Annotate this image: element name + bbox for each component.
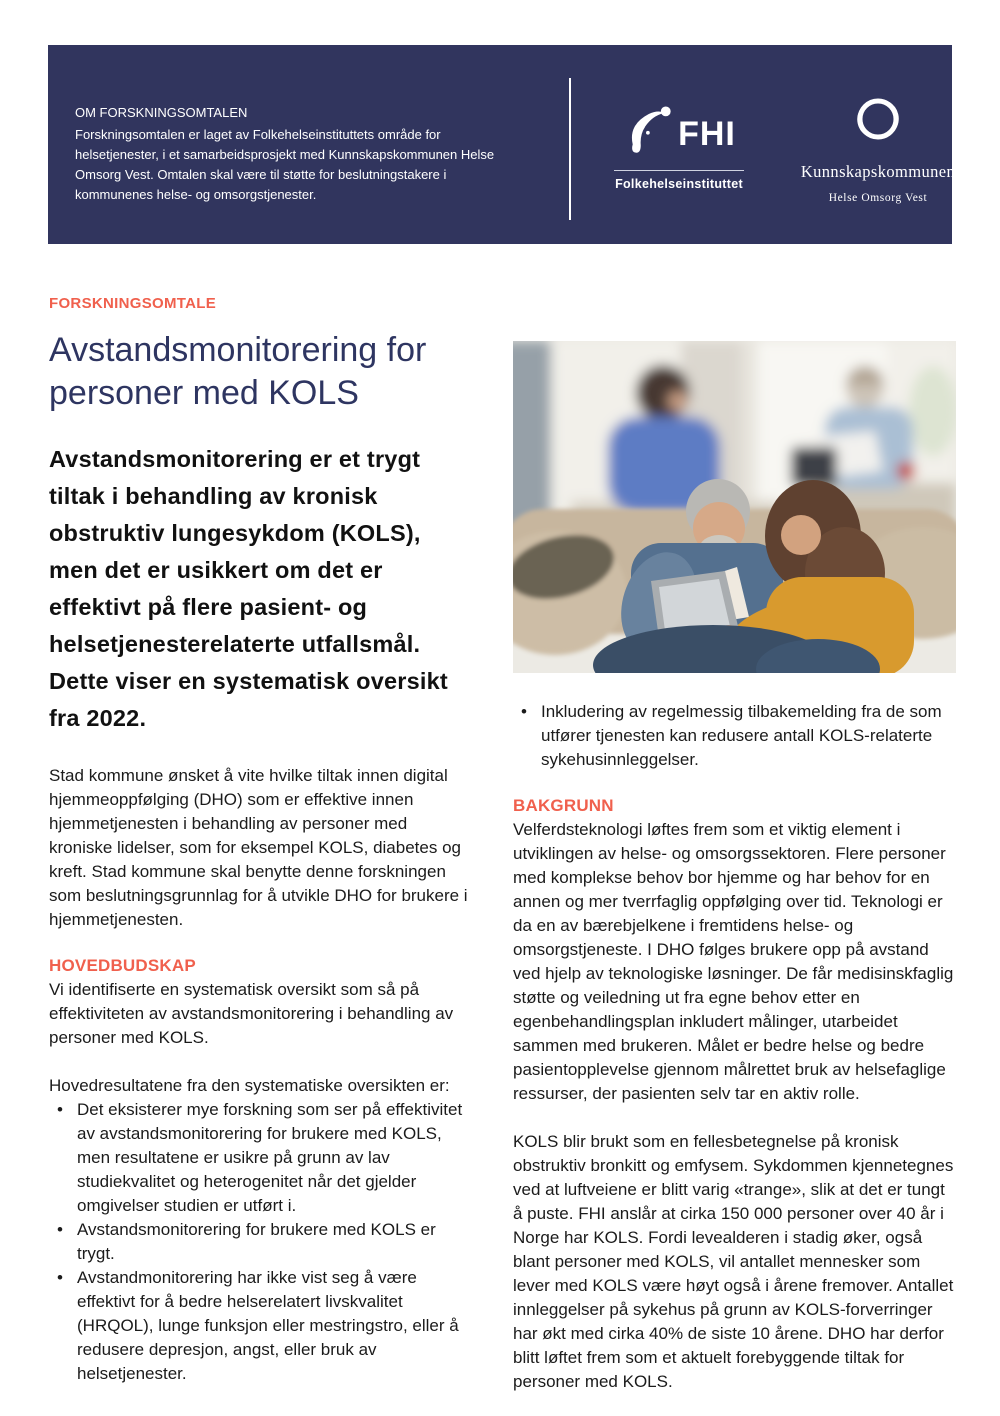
kicker-label: FORSKNINGSOMTALE	[49, 295, 217, 312]
kunnskapskommunen-logo	[778, 93, 978, 204]
list-item: • Det eksisterer mye forskning som ser på effektivitet av avstandsmonitorering for brukere med KOLS, men resultatene er usikre på grunn av lav studiekvalitet og heterogenitet når det gjelder omgivelser studien er utført i.	[49, 1098, 473, 1218]
list-item: • Avstandmonitorering har ikke vist seg å være effektivt for å bedre helserelatert livskvalitet (HRQOL), lunge funksjon eller mestringstro, eller å redusere depresjon, angst, eller bruk av helsetjenester.	[49, 1266, 473, 1386]
left-column	[49, 295, 473, 1386]
kk-logo-subtitle: Helse Omsorg Vest	[828, 192, 928, 204]
bakgrunn-paragraph-1: Velferdsteknologi løftes frem som et viktig element i utviklingen av helse- og omsorgssektoren. Flere personer med komplekse behov bor hjemme og har behov for en annen og mer tverrfaglig oppfølging over tid. Teknologi er da en av bærebjelkene i fremtidens helse- og omsorgstjeneste. I DHO følges brukere opp på avstand ved hjelp av teknologiske løsninger. De får medisinskfaglig støtte og veiledning ut fra egne behov etter en egenbehandlingsplan inkludert målinger, utarbeidet sammen med brukeren. Målet er bedre helse og bedre pasientopplevelse gjennom målrettet bruk av helsefaglige ressurser, der pasienten selv tar en aktiv rolle.	[513, 820, 954, 1103]
header-band	[48, 45, 956, 244]
hovedbudskap-intro: Vi identifiserte en systematisk oversikt som så på effektiviteten av avstandsmonitorering i behandling av personer med KOLS.	[49, 980, 454, 1047]
fhi-logo	[614, 105, 744, 191]
fhi-swoosh-icon	[622, 105, 672, 162]
bakgrunn-heading: BAKGRUNN	[513, 796, 614, 815]
hovedbudskap-heading: HOVEDBUDSKAP	[49, 956, 196, 975]
about-body: Forskningsomtalen er laget av Folkehelseinstituttets område for helsetjenester, i et samarbeidsprosjekt med Kunnskapskommunen Helse Omsorg Vest. Omtalen skal være til støtte for beslutningstakere i kommunenes helse- og omsorgstjenester.	[75, 127, 495, 202]
fhi-logo-rule	[614, 170, 744, 171]
results-intro: Hovedresultatene fra den systematiske oversikten er:	[49, 1076, 450, 1095]
kk-logo-name: Kunnskapskommunen	[800, 162, 956, 181]
bakgrunn-paragraph-2: KOLS blir brukt som en fellesbetegnelse på kronisk obstruktiv bronkitt og emfysem. Sykdommen kjennetegnes ved at luftveiene er blitt varig «trange», slik at det er tungt å puste. FHI anslår at cirka 150 000 personer over 40 år i Norge har KOLS. Fordi levealderen i stadig øker, også blant personer med KOLS, vil antallet mennesker som lever med KOLS være høyt også i årene fremover. Antallet innleggelser på sykehus på grunn av KOLS-forverringer har økt med cirka 40% de siste 10 årene. DHO har derfor blitt løftet frem som et aktuelt forebyggende tiltak for personer med KOLS.	[513, 1132, 954, 1391]
hand-drawn-circle-icon	[852, 93, 904, 150]
results-bullet-list	[49, 1098, 473, 1386]
list-item: • Avstandsmonitorering for brukere med KOLS er trygt.	[49, 1218, 473, 1266]
list-item: • Inkludering av regelmessig tilbakemelding fra de som utfører tjenesten kan redusere antall KOLS-relaterte sykehusinnleggelser.	[513, 700, 956, 772]
right-bullet-list	[513, 700, 956, 772]
lead-paragraph: Avstandsmonitorering er et trygt tiltak i behandling av kronisk obstruktiv lungesykdom (KOLS), men det er usikkert om det er effektivt på flere pasient- og helsetjenesterelaterte utfallsmål. Dette viser en systematisk oversikt fra 2022.	[49, 446, 448, 731]
photo-couple-with-tablet	[513, 341, 956, 673]
fhi-logo-name: Folkehelseinstituttet	[615, 177, 743, 191]
about-title: OM FORSKNINGSOMTALEN	[75, 105, 248, 120]
fhi-logo-top	[622, 105, 736, 168]
page-title: Avstandsmonitorering for personer med KOLS	[49, 331, 427, 412]
header-divider	[569, 78, 571, 220]
about-block	[75, 103, 495, 205]
right-column	[513, 341, 956, 1394]
intro-paragraph: Stad kommune ønsket å vite hvilke tiltak innen digital hjemmeoppfølging (DHO) som er effektive innen hjemmetjenesten i behandling av personer med kroniske lidelser, som for eksempel KOLS, diabetes og kreft. Stad kommune skal benytte denne forskningen som beslutningsgrunnlag for å utvikle DHO for brukere i hjemmetjenesten.	[49, 766, 468, 929]
fhi-acronym: FHI	[678, 114, 736, 153]
